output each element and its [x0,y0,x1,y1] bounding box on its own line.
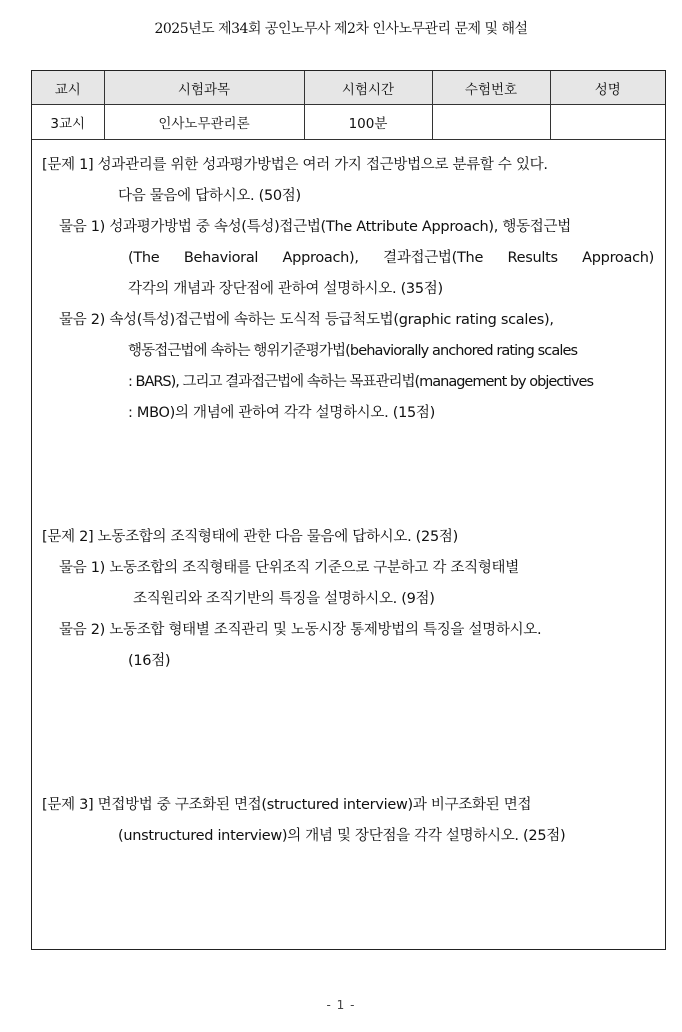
value-subject: 인사노무관리론 [104,105,304,140]
sub-question-line: : BARS), 그리고 결과접근법에 속하는 목표관리법(management by objectives [128,374,594,390]
sub-question-line: 조직원리와 조직기반의 특징을 설명하시오. (9점) [133,591,435,607]
sub-question-line: 물음 1) 성과평가방법 중 속성(특성)접근법(The Attribute Approach), 행동접근법 [59,219,571,235]
sub-question-line: 물음 1) 노동조합의 조직형태를 단위조직 기준으로 구분하고 각 조직형태별 [59,560,519,576]
question-2-line-1: [문제 2] 노동조합의 조직형태에 관한 다음 물음에 답하시오. (25점) [42,529,458,545]
value-period: 3교시 [32,105,104,140]
sub-question-line: 물음 2) 속성(특성)접근법에 속하는 도식적 등급척도법(graphic rating scales), [59,312,554,328]
sub-question-line: : MBO)의 개념에 관하여 각각 설명하시오. (15점) [128,405,435,421]
question-1-line-2: 다음 물음에 답하시오. (50점) [118,188,301,204]
sub-question-line: 각각의 개념과 장단점에 관하여 설명하시오. (35점) [128,281,443,297]
sub-question-line: (16점) [128,653,171,669]
page-number: - 1 - [326,998,356,1012]
header-time: 시험시간 [304,71,432,105]
value-exam-number[interactable] [432,105,550,140]
sub-question-line: (The Behavioral Approach), 결과접근법(The Results Approach) [128,250,654,266]
exam-sheet [31,70,666,950]
sub-question-line: 행동접근법에 속하는 행위기준평가법(behaviorally anchored rating scales [128,343,578,359]
question-3-line-2: (unstructured interview)의 개념 및 장단점을 각각 설명하시오. (25점) [118,828,566,844]
info-value-row [32,105,665,140]
header-exam-number: 수험번호 [432,71,550,105]
sub-question-line: 물음 2) 노동조합 형태별 조직관리 및 노동시장 통제방법의 특징을 설명하시오. [59,622,542,638]
header-subject: 시험과목 [104,71,304,105]
question-3-line-1: [문제 3] 면접방법 중 구조화된 면접(structured interview)과 비구조화된 면접 [42,797,532,813]
question-1-line-1: [문제 1] 성과관리를 위한 성과평가방법은 여러 가지 접근방법으로 분류할 수 있다. [42,157,548,173]
exam-info-table [32,71,665,140]
info-header-row [32,71,665,105]
value-time: 100분 [304,105,432,140]
header-name: 성명 [550,71,665,105]
page-title: 2025년도 제34회 공인노무사 제2차 인사노무관리 문제 및 해설 [154,21,528,37]
value-name[interactable] [550,105,665,140]
header-period: 교시 [32,71,104,105]
